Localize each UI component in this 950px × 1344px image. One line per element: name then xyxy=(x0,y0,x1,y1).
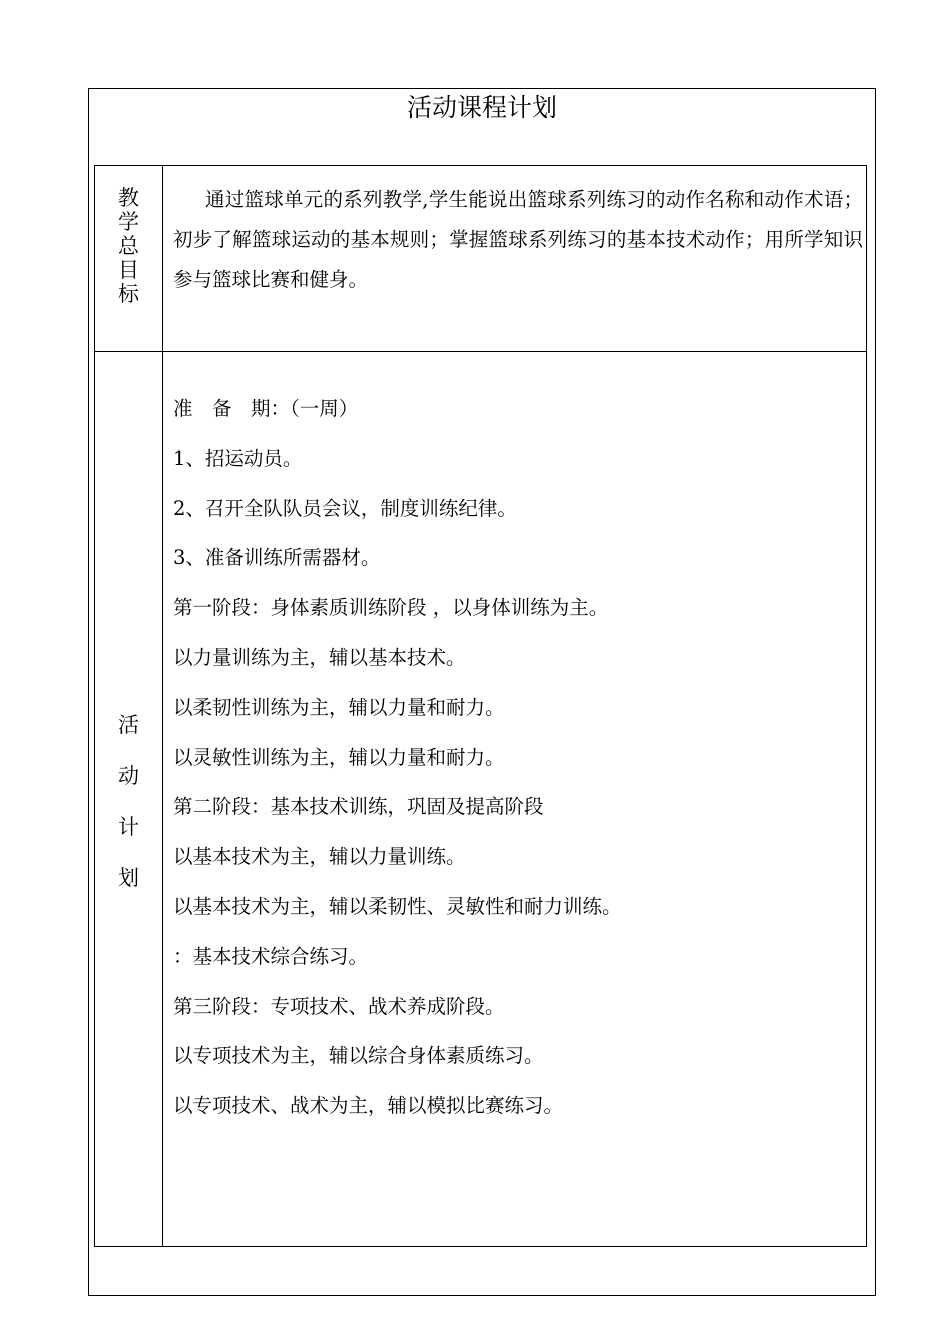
plan-line: 以力量训练为主，辅以基本技术。 xyxy=(173,645,466,669)
plan-line: 以灵敏性训练为主，辅以力量和耐力。 xyxy=(173,745,505,769)
plan-line: 第三阶段：专项技术、战术养成阶段。 xyxy=(173,994,505,1018)
plan-line: 以专项技术、战术为主，辅以模拟比赛练习。 xyxy=(173,1094,564,1118)
plan-label xyxy=(95,700,162,904)
goal-label-char: 目 xyxy=(118,258,139,282)
goal-label-char: 标 xyxy=(118,282,139,306)
goal-text: 通过篮球单元的系列教学,学生能说出篮球系列练习的动作名称和动作术语；初步了解篮球运动的基本规则；掌握篮球系列练习的基本技术动作；用所学知识参与篮球比赛和健身。 xyxy=(173,188,863,291)
plan-line: 以柔韧性训练为主，辅以力量和耐力。 xyxy=(173,695,505,719)
plan-label-char: 计 xyxy=(118,815,139,839)
plan-line: 以基本技术为主，辅以柔韧性、灵敏性和耐力训练。 xyxy=(173,894,622,918)
goal-label-char: 教 xyxy=(118,186,139,210)
column-divider xyxy=(162,165,163,1247)
plan-label-char: 划 xyxy=(118,866,139,890)
plan-label-char: 活 xyxy=(118,713,139,737)
plan-line: 3、准备训练所需器材。 xyxy=(173,546,381,570)
plan-line: ：基本技术综合练习。 xyxy=(173,944,369,968)
plan-line: 2、召开全队队员会议，制度训练纪律。 xyxy=(173,496,517,520)
plan-line: 准 备 期：（一周） xyxy=(173,397,359,420)
plan-line: 第一阶段：身体素质训练阶段 ，以身体训练为主。 xyxy=(173,596,609,620)
plan-label-char: 动 xyxy=(118,764,139,788)
row-divider xyxy=(94,351,867,352)
goal-label-char: 学 xyxy=(118,210,139,234)
plan-line: 1、招运动员。 xyxy=(173,446,303,470)
goal-label-char: 总 xyxy=(118,234,139,258)
plan-line: 第二阶段：基本技术训练，巩固及提高阶段 xyxy=(173,795,544,819)
page-title: 活动课程计划 xyxy=(406,93,557,122)
plan-line: 以基本技术为主，辅以力量训练。 xyxy=(173,845,466,869)
plan-line: 以专项技术为主，辅以综合身体素质练习。 xyxy=(173,1044,544,1068)
goal-label xyxy=(95,186,162,306)
plan-content xyxy=(173,388,853,1135)
